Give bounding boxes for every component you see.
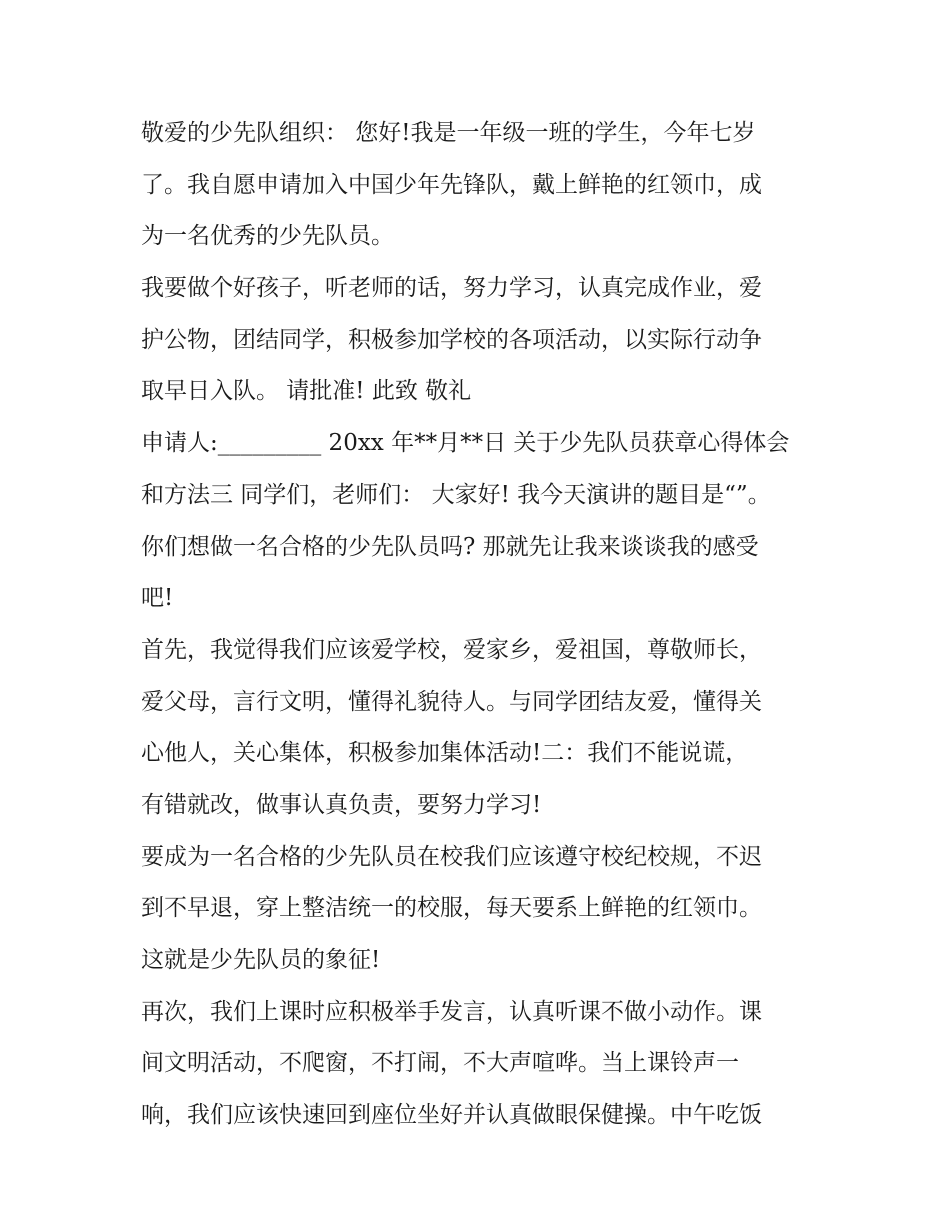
text-line: 有错就改，做事认真负责，要努力学习! — [141, 791, 542, 818]
text-line: 护公物，团结同学，积极参加学校的各项活动，以实际行动争 — [141, 326, 762, 353]
text-line: 和方法三 同学们，老师们： 大家好! 我今天演讲的题目是“”。 — [141, 481, 771, 508]
text-line: 这就是少先队员的象征! — [141, 947, 381, 973]
text-line: 再次，我们上课时应积极举手发言，认真听课不做小动作。课 — [141, 998, 762, 1025]
text-line: 敬爱的少先队组织： 您好!我是一年级一班的学生，今年七岁 — [141, 120, 756, 146]
text-line: 间文明活动，不爬窗，不打闹，不大声喧哗。当上课铃声一 — [141, 1050, 739, 1077]
text-line: 到不早退，穿上整洁统一的校服，每天要系上鲜艳的红领巾。 — [141, 895, 762, 922]
text-line: 吧! — [141, 585, 174, 612]
text-line: 心他人，关心集体，积极参加集体活动!二：我们不能说谎， — [141, 740, 749, 767]
document-body — [141, 108, 831, 1142]
text-line: 首先，我觉得我们应该爱学校，爱家乡，爱祖国，尊敬师长， — [141, 636, 762, 663]
text-line: 爱父母，言行文明，懂得礼貌待人。与同学团结友爱，懂得关 — [141, 688, 762, 715]
text-line: 为一名优秀的少先队员。 — [141, 223, 394, 250]
text-line: 取早日入队。 请批准! 此致 敬礼 — [141, 378, 472, 405]
text-line: 了。我自愿申请加入中国少年先锋队，戴上鲜艳的红领巾，成 — [141, 171, 762, 198]
text-line: 要成为一名合格的少先队员在校我们应该遵守校纪校规，不迟 — [141, 843, 762, 870]
text-line: 你们想做一名合格的少先队员吗? 那就先让我来谈谈我的感受 — [141, 533, 759, 560]
text-line: 我要做个好孩子，听老师的话，努力学习，认真完成作业，爱 — [141, 275, 762, 302]
text-line: 申请人:_________ 20xx 年**月**日 关于少先队员获章心得体会 — [141, 430, 790, 457]
text-line: 响，我们应该快速回到座位坐好并认真做眼保健操。中午吃饭 — [141, 1102, 762, 1129]
